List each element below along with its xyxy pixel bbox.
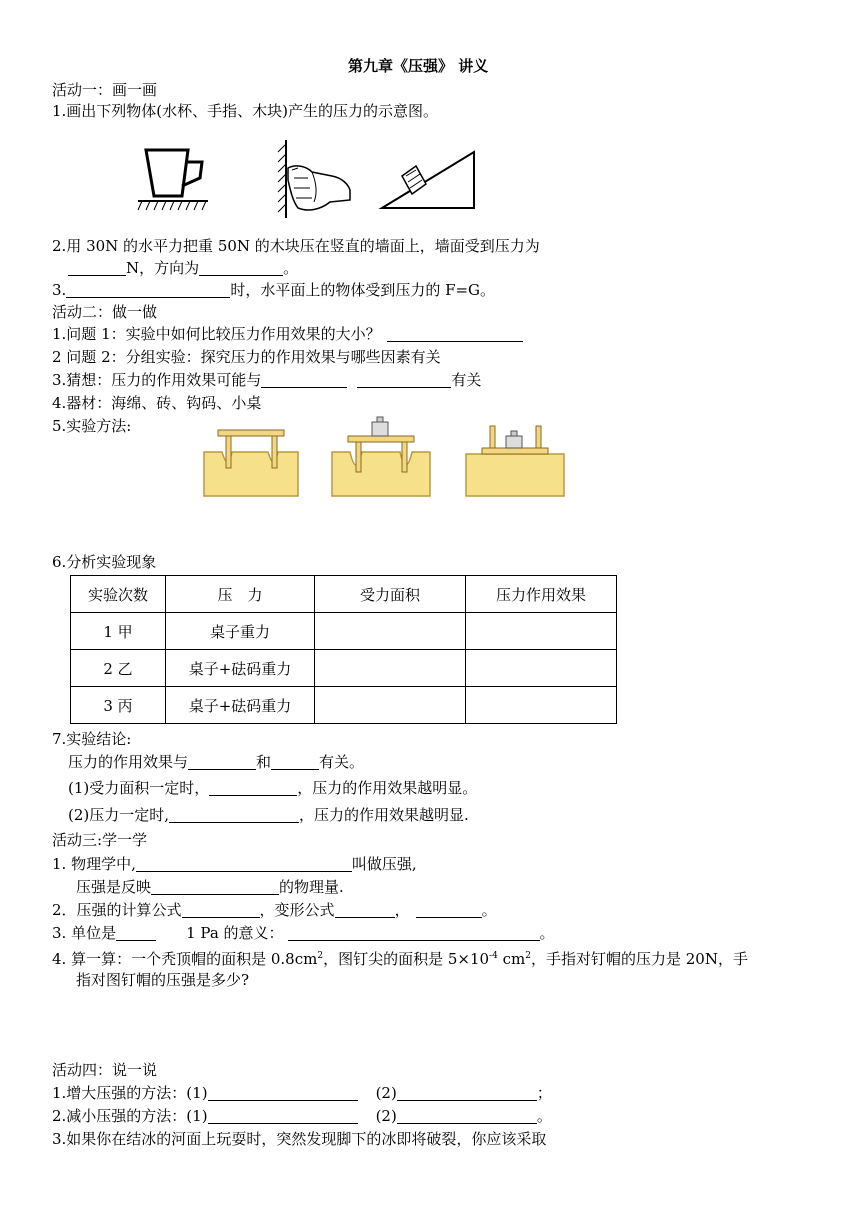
activity3-question2 [52, 900, 497, 920]
activity1-question1: 1.画出下列物体(水杯、手指、木块)产生的压力的示意图。 [52, 102, 439, 120]
activity2-question2: 2 问题 2：分组实验：探究压力的作用效果与哪些因素有关 [52, 348, 441, 366]
table-header-row [71, 576, 617, 613]
q1-text-b: 叫做压强, [351, 855, 417, 873]
c3-text-a: (2)压力一定时, [68, 806, 170, 824]
q3-text-b: 1 Pa 的意义： [186, 924, 284, 942]
q2-text-b: N，方向为 [126, 259, 200, 277]
q3-text-a: 3. 单位是 [52, 924, 117, 942]
q4-text-a: 4. 算一算：一个秃顶帽的面积是 0.8cm [52, 950, 318, 968]
activity1-question3 [52, 280, 495, 300]
table-cell[interactable] [315, 613, 466, 650]
conclusion-line2 [68, 778, 477, 798]
table-cell: 1 甲 [71, 613, 166, 650]
activity2-question3 [52, 370, 481, 390]
q3-text-a: 3. [52, 281, 67, 299]
table-header-cell: 压 力 [166, 576, 315, 613]
q3-text-a: 3.猜想：压力的作用效果可能与 [52, 371, 262, 389]
q1-text-a: 1. 物理学中, [52, 855, 136, 873]
c2-text-b: ，压力的作用效果越明显。 [297, 779, 478, 797]
table-cell[interactable] [466, 650, 617, 687]
table-cell[interactable] [466, 687, 617, 724]
blank[interactable] [151, 879, 279, 895]
experiment-table [70, 575, 617, 724]
table-row [71, 613, 617, 650]
q4-text-d: ，手指对钉帽的压力是 20N，手 [530, 950, 748, 968]
q4-sup1: 2 [317, 951, 324, 961]
q1-text: 1.问题 1：实验中如何比较压力作用效果的大小？ [52, 325, 381, 343]
q2-text-a: 2.减小压强的方法：(1) [52, 1107, 208, 1125]
blank[interactable] [182, 902, 260, 918]
activity2-heading: 活动二：做一做 [52, 303, 158, 321]
blank[interactable] [169, 807, 299, 823]
blank[interactable] [208, 1108, 358, 1124]
q2-text-c: 。 [283, 259, 299, 277]
q3-text-c: 。 [539, 924, 555, 942]
activity3-question4-cont: 指对图钉帽的压强是多少? [76, 971, 250, 989]
activity4-question1 [52, 1083, 552, 1103]
blank[interactable] [116, 925, 156, 941]
q1-text-d: 的物理量. [279, 878, 344, 896]
q1-text-c: ； [536, 1084, 552, 1102]
activity4-question3: 3.如果你在结冰的河面上玩耍时，突然发现脚下的冰即将破裂，你应该采取 [52, 1130, 547, 1148]
table-cell: 桌子+砝码重力 [166, 687, 315, 724]
conclusion-line1 [68, 752, 364, 772]
blank[interactable] [387, 326, 523, 342]
table-header-cell: 实验次数 [71, 576, 166, 613]
blank[interactable] [288, 925, 540, 941]
experiment-b-figure [332, 416, 432, 498]
activity3-question3 [52, 923, 555, 943]
table-cell: 桌子重力 [166, 613, 315, 650]
cup-figure [138, 146, 210, 214]
activity1-question2-cont [68, 258, 298, 278]
activity3-question4 [52, 946, 748, 969]
q2-text-b: ，变形公式 [259, 901, 335, 919]
blank[interactable] [335, 902, 395, 918]
table-header-cell: 受力面积 [315, 576, 466, 613]
blank[interactable] [271, 754, 319, 770]
q1-text-a: 1.增大压强的方法：(1) [52, 1084, 208, 1102]
activity2-question5: 5.实验方法: [52, 417, 132, 435]
table-row [71, 650, 617, 687]
blank[interactable] [357, 372, 451, 388]
experiment-a-figure [204, 424, 300, 498]
q4-text-c: cm [497, 950, 526, 968]
blank[interactable] [188, 754, 256, 770]
table-cell: 2 乙 [71, 650, 166, 687]
activity2-question6: 6.分析实验现象 [52, 553, 157, 571]
activity2-question7: 7.实验结论: [52, 730, 132, 748]
blank[interactable] [416, 902, 482, 918]
blank[interactable] [261, 372, 347, 388]
q3-text-b: 时，水平面上的物体受到压力的 F=G。 [230, 281, 496, 299]
table-cell[interactable] [315, 687, 466, 724]
table-cell[interactable] [466, 613, 617, 650]
experiment-c-figure [466, 422, 566, 498]
activity1-heading: 活动一：画一画 [52, 81, 158, 99]
activity3-heading: 活动三:学一学 [52, 831, 148, 849]
blank[interactable] [66, 282, 230, 298]
block-incline-figure [380, 150, 476, 210]
q2-text-a: 2．压强的计算公式 [52, 901, 182, 919]
q2-text-d: 。 [481, 901, 497, 919]
blank[interactable] [68, 260, 126, 276]
activity4-question2 [52, 1106, 552, 1126]
blank[interactable] [208, 1085, 358, 1101]
c1-text-b: 和 [256, 753, 272, 771]
finger-wall-figure [272, 138, 354, 220]
activity2-question1 [52, 324, 523, 344]
blank[interactable] [199, 260, 283, 276]
q1-text-c: 压强是反映 [76, 878, 152, 896]
page-title: 第九章《压强》 讲义 [348, 57, 489, 75]
q2-text-c: 。 [536, 1107, 552, 1125]
blank[interactable] [209, 780, 297, 796]
activity4-heading: 活动四：说一说 [52, 1061, 158, 1079]
q4-sup3: 2 [525, 951, 531, 961]
activity1-question2 [52, 236, 540, 256]
activity3-question1-cont [76, 877, 344, 897]
table-cell: 3 丙 [71, 687, 166, 724]
table-header-cell: 压力作用效果 [466, 576, 617, 613]
blank[interactable] [397, 1108, 537, 1124]
blank[interactable] [397, 1085, 537, 1101]
q1-text-b: (2) [375, 1084, 397, 1102]
table-cell[interactable] [315, 650, 466, 687]
q3-text-b: 有关 [451, 371, 482, 389]
q2-text: 2.用 30N 的水平力把重 50N 的木块压在竖直的墙面上，墙面受到压力为 [52, 237, 540, 255]
table-cell: 桌子+砝码重力 [166, 650, 315, 687]
activity3-question1 [52, 854, 417, 874]
q4-sup2: -4 [489, 951, 498, 961]
c1-text-a: 压力的作用效果与 [68, 753, 189, 771]
table-row [71, 687, 617, 724]
q2-text-b: (2) [375, 1107, 397, 1125]
activity2-question4: 4.器材：海绵、砖、钩码、小桌 [52, 394, 262, 412]
q4-text-b: ，图钉尖的面积是 5×10 [323, 950, 490, 968]
q2-text-c: ， [394, 901, 410, 919]
conclusion-line3 [68, 805, 469, 825]
blank[interactable] [136, 856, 352, 872]
c2-text-a: (1)受力面积一定时， [68, 779, 210, 797]
c1-text-c: 有关。 [319, 753, 365, 771]
c3-text-b: ，压力的作用效果越明显. [299, 806, 469, 824]
